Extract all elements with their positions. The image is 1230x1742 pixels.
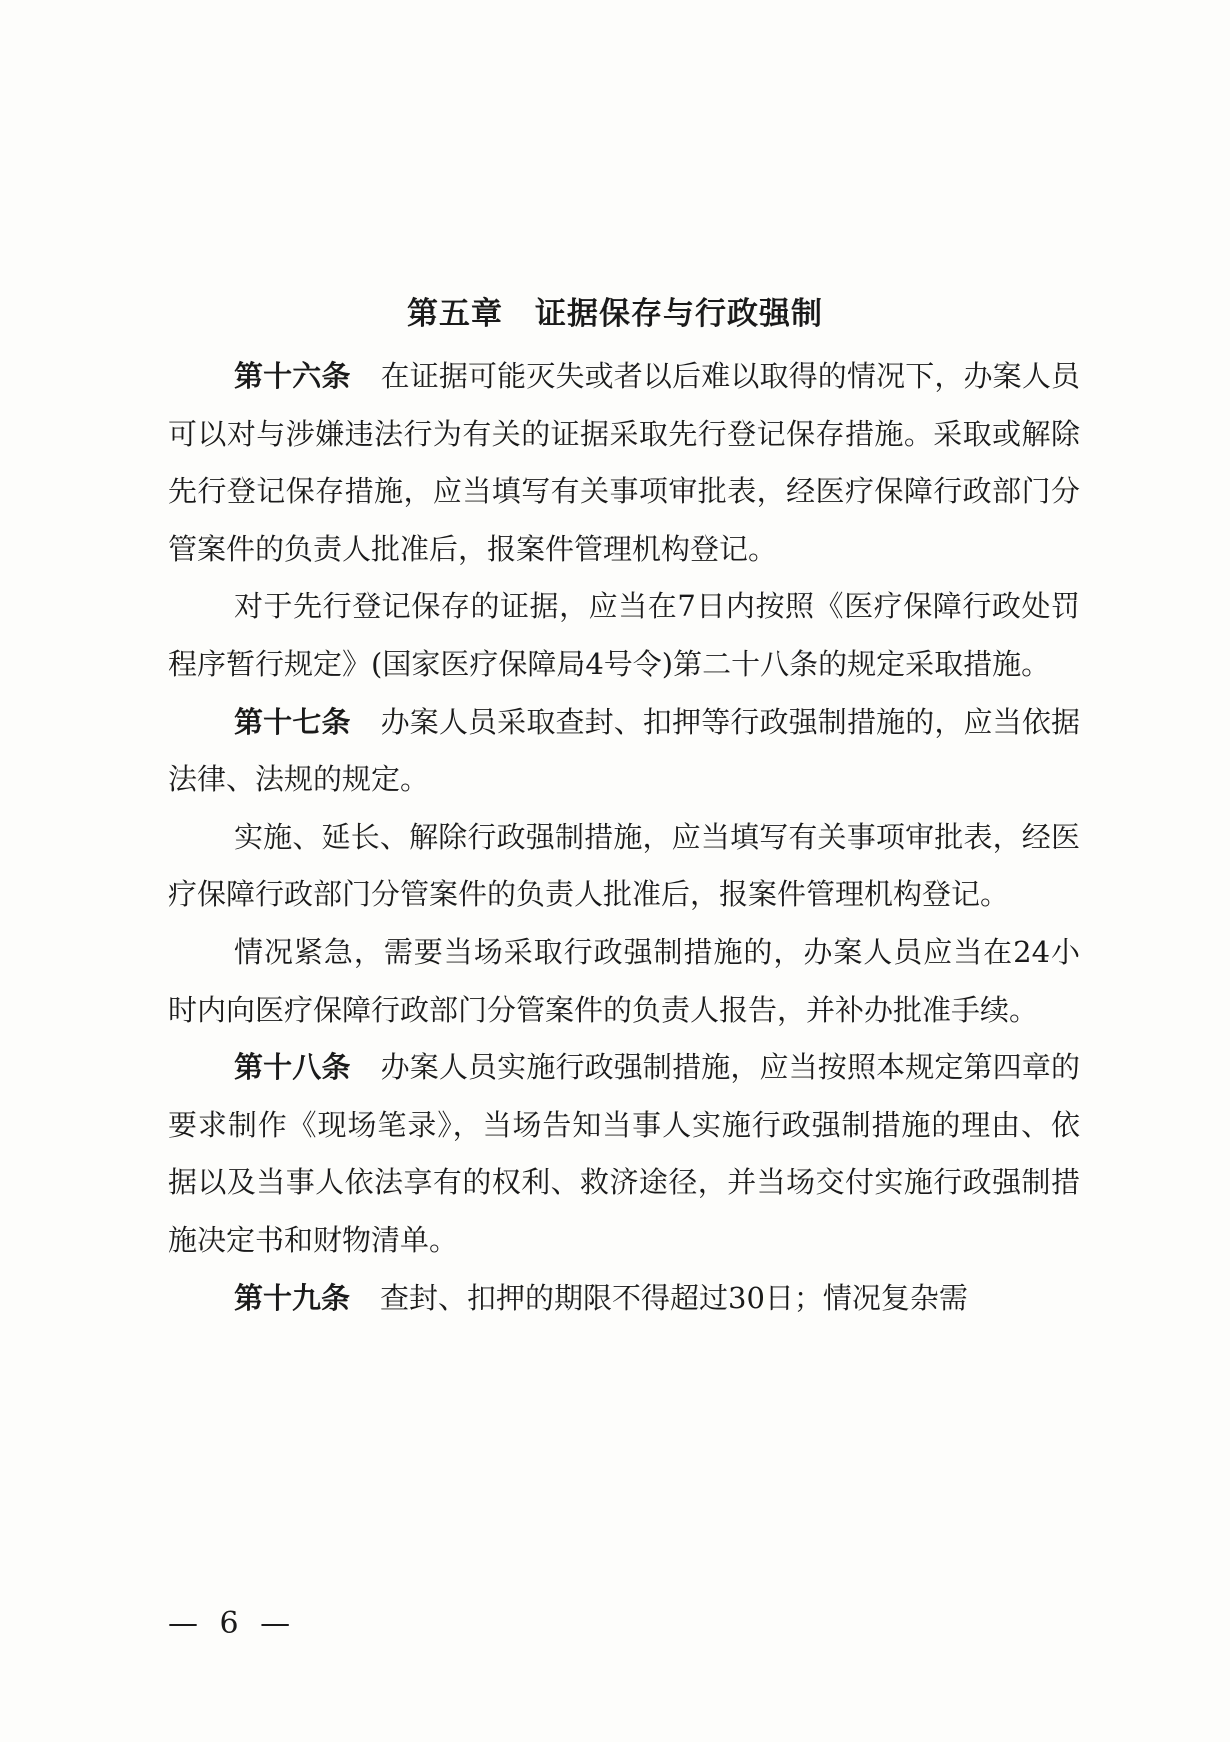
- article-heading: 第十八条: [234, 1050, 351, 1085]
- paragraph-text: 实施、延长、解除行政强制措施，应当填写有关事项审批表，经医疗保障行政部门分管案件的负责人批准后，报案件管理机构登记。: [168, 819, 1080, 912]
- article-heading: 第十七条: [234, 704, 351, 739]
- chapter-title: 第五章 证据保存与行政强制: [407, 296, 823, 332]
- paragraph-text: 办案人员采取查封、扣押等行政强制措施的，应当依据法律、法规的规定。: [168, 704, 1080, 797]
- paragraph-text: 办案人员实施行政强制措施，应当按照本规定第四章的要求制作《现场笔录》，当场告知当事人实施行政强制措施的理由、依据以及当事人依法享有的权利、救济途径，并当场交付实施行政强制措施决定书和财物清单。: [168, 1050, 1080, 1257]
- article-heading: 第十六条: [234, 359, 351, 393]
- page-number: — 6 —: [168, 1606, 297, 1641]
- paragraph-text: 情况紧急，需要当场采取行政强制措施的，办案人员应当在24小时内向医疗保障行政部门分管案件的负责人报告，并补办批准手续。: [168, 934, 1080, 1027]
- paragraph: [168, 924, 1080, 1039]
- paragraph: [168, 809, 1080, 924]
- paragraph-article-17: [168, 694, 1080, 809]
- paragraph-article-19: [168, 1270, 1080, 1328]
- paragraph-text: 查封、扣押的期限不得超过30日；情况复杂需: [380, 1280, 968, 1315]
- document-body: [168, 348, 1080, 1327]
- paragraph-text: 在证据可能灭失或者以后难以取得的情况下，办案人员可以对与涉嫌违法行为有关的证据采取先行登记保存措施。采取或解除先行登记保存措施，应当填写有关事项审批表，经医疗保障行政部门分管案件的负责人批准后，报案件管理机构登记。: [168, 359, 1080, 566]
- paragraph-article-16: [168, 348, 1080, 578]
- paragraph: [168, 578, 1080, 693]
- paragraph-text: 对于先行登记保存的证据，应当在7日内按照《医疗保障行政处罚程序暂行规定》(国家医疗保障局4号令)第二十八条的规定采取措施。: [168, 589, 1080, 681]
- article-heading: 第十九条: [234, 1280, 351, 1315]
- paragraph-article-18: [168, 1039, 1080, 1269]
